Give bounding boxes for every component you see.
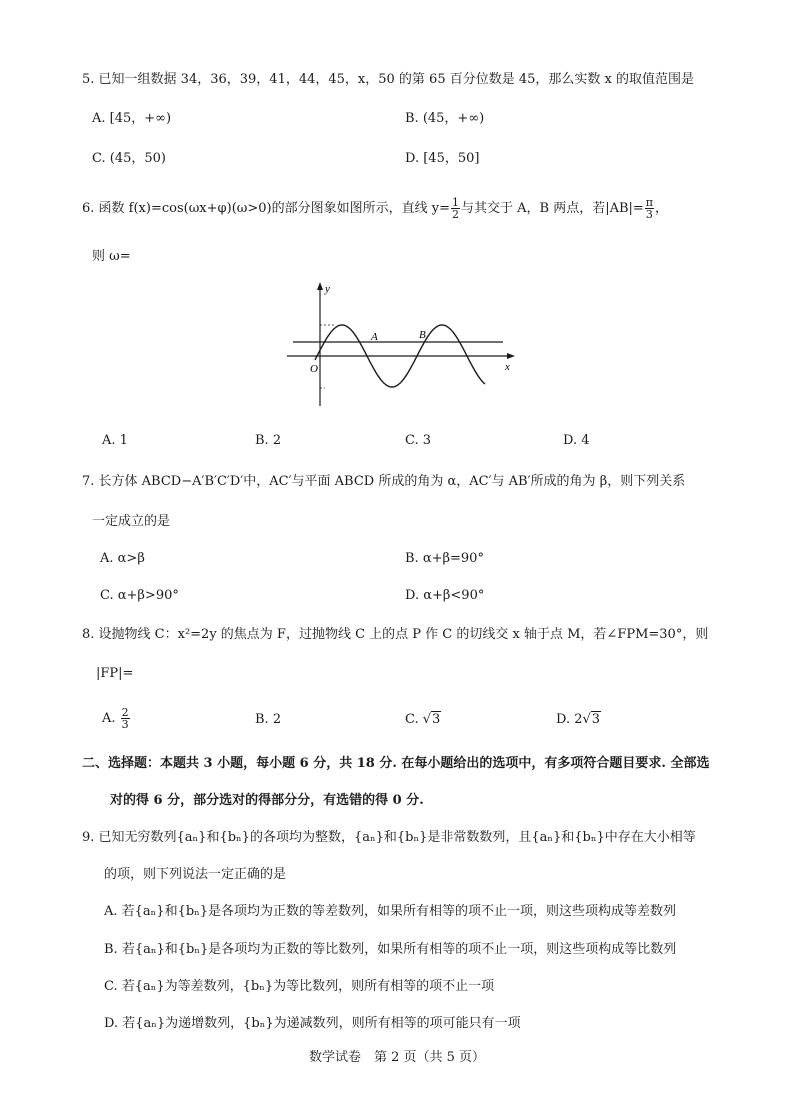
y-axis-arrow-icon xyxy=(317,282,323,290)
q6-pi-denominator: 3 xyxy=(645,208,653,221)
q7-option-a: A. α>β xyxy=(100,551,145,566)
q8-option-c-prefix: C. xyxy=(405,712,423,727)
q6-stem-part1: 6. 函数 f(x)=cos(ωx+φ)(ω>0)的部分图象如图所示，直线 y= xyxy=(82,201,450,216)
x-axis-label: x xyxy=(505,361,510,373)
q6-cosine-graph xyxy=(285,280,520,410)
q6-pi-numerator: π xyxy=(645,196,654,209)
q8-option-a-denominator: 3 xyxy=(121,718,129,731)
x-axis-arrow-icon xyxy=(507,353,515,359)
page-footer: 数学试卷 第 2 页（共 5 页） xyxy=(308,1050,486,1065)
q5-option-b: B. (45，+∞) xyxy=(405,111,485,126)
q6-option-a: A. 1 xyxy=(102,433,128,448)
q6-half-denominator: 2 xyxy=(451,208,459,221)
q9-option-b: B. 若{aₙ}和{bₙ}是各项均为正数的等比数列，如果所有相等的项不止一项，则这些项构成等比数列 xyxy=(104,942,677,957)
q5-option-d: D. [45，50] xyxy=(405,151,480,166)
q6-half-fraction xyxy=(451,197,460,220)
q6-half-numerator: 1 xyxy=(451,196,459,209)
q8-stem: 8. 设抛物线 C：x²=2y 的焦点为 F，过抛物线 C 上的点 P 作 C 的切线交 x 轴于点 M，若∠FPM=30°，则 xyxy=(82,627,709,642)
q6-stem xyxy=(82,197,668,220)
q6-stem-part3: ， xyxy=(655,201,669,216)
q6-option-b: B. 2 xyxy=(255,433,282,448)
q8-option-d xyxy=(556,711,601,729)
q8-option-a-fraction xyxy=(121,707,130,730)
y-axis-label: y xyxy=(325,283,330,295)
q9-option-d: D. 若{aₙ}为递增数列，{bₙ}为递减数列，则所有相等的项可能只有一项 xyxy=(104,1016,521,1031)
q7-option-b: B. α+β=90° xyxy=(405,551,484,566)
q7-option-c: C. α+β>90° xyxy=(100,588,179,603)
q9-option-c: C. 若{aₙ}为等差数列，{bₙ}为等比数列，则所有相等的项不止一项 xyxy=(104,979,495,994)
q8-option-a-prefix: A. xyxy=(102,711,116,726)
q8-option-d-radicand: 3 xyxy=(591,712,601,727)
q9-option-a: A. 若{aₙ}和{bₙ}是各项均为正数的等差数列，如果所有相等的项不止一项，则这些项构成等差数列 xyxy=(104,904,677,919)
q8-option-d-prefix: D. 2 xyxy=(556,712,583,727)
point-b-label: B xyxy=(419,329,426,341)
origin-label: O xyxy=(310,363,318,375)
q9-stem-line2: 的项，则下列说法一定正确的是 xyxy=(104,867,287,882)
q6-option-d: D. 4 xyxy=(563,433,590,448)
q7-option-d: D. α+β<90° xyxy=(405,588,485,603)
q5-option-a: A. [45，+∞) xyxy=(92,111,172,126)
q6-pi-fraction xyxy=(645,197,654,220)
section2-heading-line2: 对的得 6 分，部分选对的得部分分，有选错的得 0 分. xyxy=(110,793,424,808)
q5-option-c: C. (45，50) xyxy=(92,151,166,166)
q6-option-c: C. 3 xyxy=(405,433,432,448)
q9-stem: 9. 已知无穷数列{aₙ}和{bₙ}的各项均为整数，{aₙ}和{bₙ}是非常数数列，且{aₙ}和{bₙ}中存在大小相等 xyxy=(82,830,696,845)
q6-stem-part2: 与其交于 A，B 两点，若|AB|= xyxy=(460,201,644,216)
point-a-label: A xyxy=(371,331,378,343)
section2-heading-line1: 二、选择题：本题共 3 小题，每小题 6 分，共 18 分. 在每小题给出的选项中，有多项符合题目要求. 全部选 xyxy=(82,756,710,771)
q8-option-c xyxy=(405,711,441,729)
q8-option-a xyxy=(102,707,131,730)
q5-stem: 5. 已知一组数据 34，36，39，41，44，45，x，50 的第 65 百分位数是 45，那么实数 x 的取值范围是 xyxy=(82,72,695,87)
q7-stem: 7. 长方体 ABCD−A′B′C′D′中，AC′与平面 ABCD 所成的角为 α，AC′与 AB′所成的角为 β，则下列关系 xyxy=(82,474,686,489)
sqrt-icon: √ xyxy=(422,712,432,727)
q6-stem-line2: 则 ω= xyxy=(92,249,131,264)
sqrt-icon: √ xyxy=(582,712,591,727)
q8-option-b: B. 2 xyxy=(255,712,282,727)
q7-stem-line2: 一定成立的是 xyxy=(92,514,171,529)
q8-option-c-radicand: 3 xyxy=(432,712,441,727)
q8-stem-line2: |FP|= xyxy=(96,666,134,681)
q8-option-a-numerator: 2 xyxy=(121,706,129,719)
